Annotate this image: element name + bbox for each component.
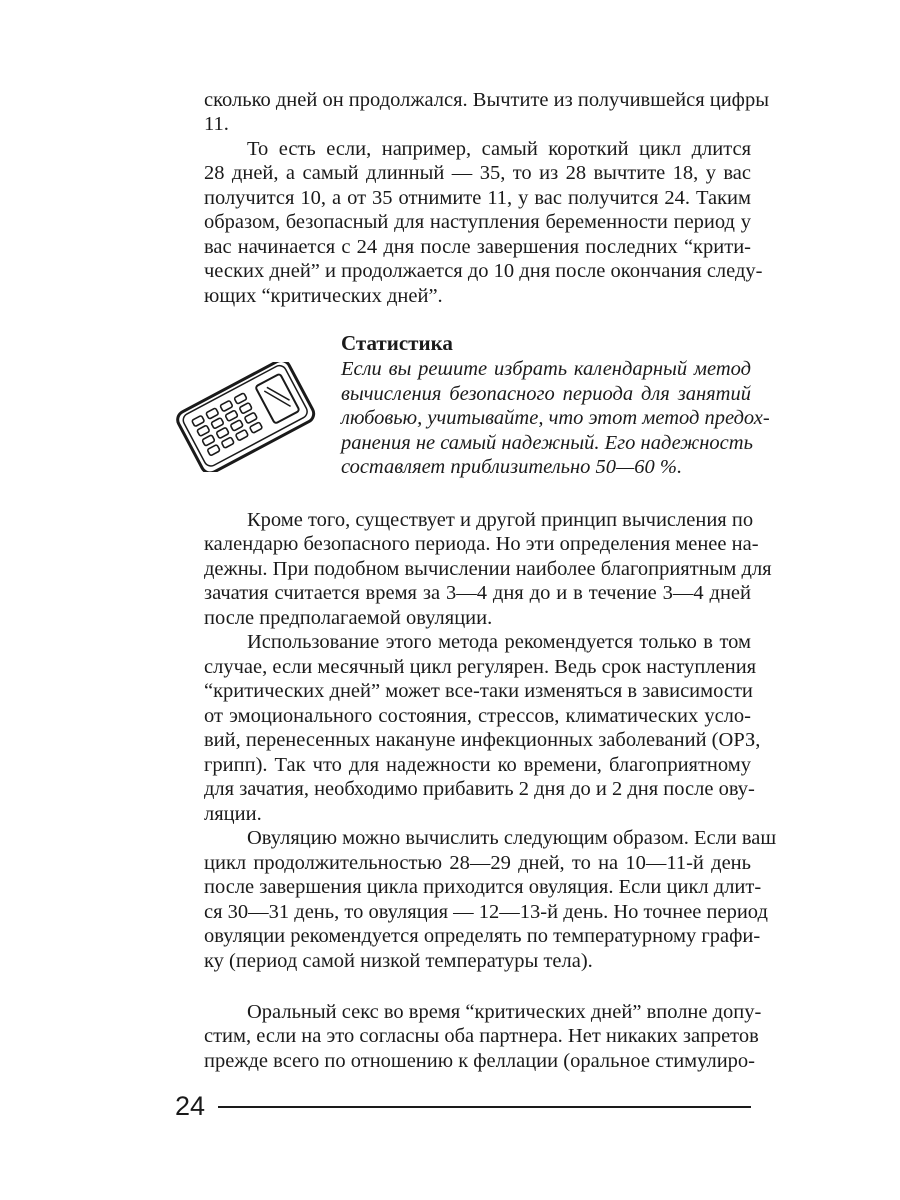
body-text-line: случае, если месячный цикл регулярен. Ведь срок наступления — [204, 656, 757, 678]
body-text-line: Оральный секс во время “критических дней” вполне допу- — [247, 1001, 762, 1023]
body-text-line: для зачатия, необходимо прибавить 2 дня до и 2 дня после ову- — [204, 778, 755, 800]
body-text-line: Овуляцию можно вычислить следующим образом. Если ваш — [247, 827, 777, 849]
body-text-line: после завершения цикла приходится овуляция. Если цикл длит- — [204, 876, 762, 898]
body-text-line: ющих “критических дней”. — [204, 285, 443, 307]
body-text-line: ся 30—31 день, то овуляция — 12—13-й день. Но точнее период — [204, 901, 768, 923]
footer-rule — [218, 1106, 751, 1108]
body-text-line: от эмоционального состояния, стрессов, климатических усло- — [204, 705, 751, 727]
sidebar-text-line: составляет приблизительно 50—60 %. — [341, 456, 683, 478]
body-text-line: вий, перенесенных накануне инфекционных заболеваний (ОРЗ, — [204, 729, 761, 751]
body-text-line: календарю безопасного периода. Но эти определения менее на- — [204, 533, 759, 555]
body-text-line: Кроме того, существует и другой принцип вычисления по — [247, 509, 754, 531]
body-text-line: ку (период самой низкой температуры тела). — [204, 950, 593, 972]
body-text-line: зачатия считается время за 3—4 дня до и в течение 3—4 дней — [204, 582, 751, 604]
body-text-line: дежны. При подобном вычислении наиболее благоприятным для — [204, 558, 772, 580]
body-text-line: То есть если, например, самый короткий цикл длится — [247, 138, 751, 160]
sidebar-heading: Статистика — [341, 331, 453, 355]
body-text-line: 11. — [204, 113, 229, 135]
body-text-line: овуляции рекомендуется определять по температурному графи- — [204, 925, 761, 947]
body-text-line: грипп). Так что для надежности ко времени, благоприятному — [204, 754, 751, 776]
sidebar-text-line: ранения не самый надежный. Его надежность — [341, 432, 753, 454]
body-text-line: “критических дней” может все-таки изменяться в зависимости — [204, 680, 753, 702]
page-number: 24 — [175, 1091, 206, 1121]
body-text-line: ческих дней” и продолжается до 10 дня после окончания следу- — [204, 260, 763, 282]
body-text-line: сколько дней он продолжался. Вычтите из получившейся цифры — [204, 89, 769, 111]
body-text-line: после предполагаемой овуляции. — [204, 607, 493, 629]
body-text-line: 28 дней, а самый длинный — 35, то из 28 вычтите 18, у вас — [204, 162, 751, 184]
body-text-line: стим, если на это согласны оба партнера. Нет никаких запретов — [204, 1025, 759, 1047]
body-text-line: образом, безопасный для наступления беременности период у — [204, 211, 751, 233]
body-text-line: ляции. — [204, 803, 262, 825]
body-text-line: получится 10, а от 35 отнимите 11, у вас получится 24. Таким — [204, 187, 751, 209]
body-text-line: прежде всего по отношению к феллации (оральное стимулиро- — [204, 1050, 756, 1072]
body-text-line: вас начинается с 24 дня после завершения последних “крити- — [204, 236, 751, 258]
sidebar-text-line: вычисления безопасного периода для занятий — [341, 383, 751, 405]
body-text-line: Использование этого метода рекомендуется только в том — [247, 631, 751, 653]
calculator-icon — [168, 362, 318, 472]
sidebar-text-line: Если вы решите избрать календарный метод — [341, 358, 751, 380]
body-text-line: цикл продолжительностью 28—29 дней, то на 10—11-й день — [204, 852, 751, 874]
sidebar-text-line: любовью, учитывайте, что этот метод предох- — [341, 407, 770, 429]
